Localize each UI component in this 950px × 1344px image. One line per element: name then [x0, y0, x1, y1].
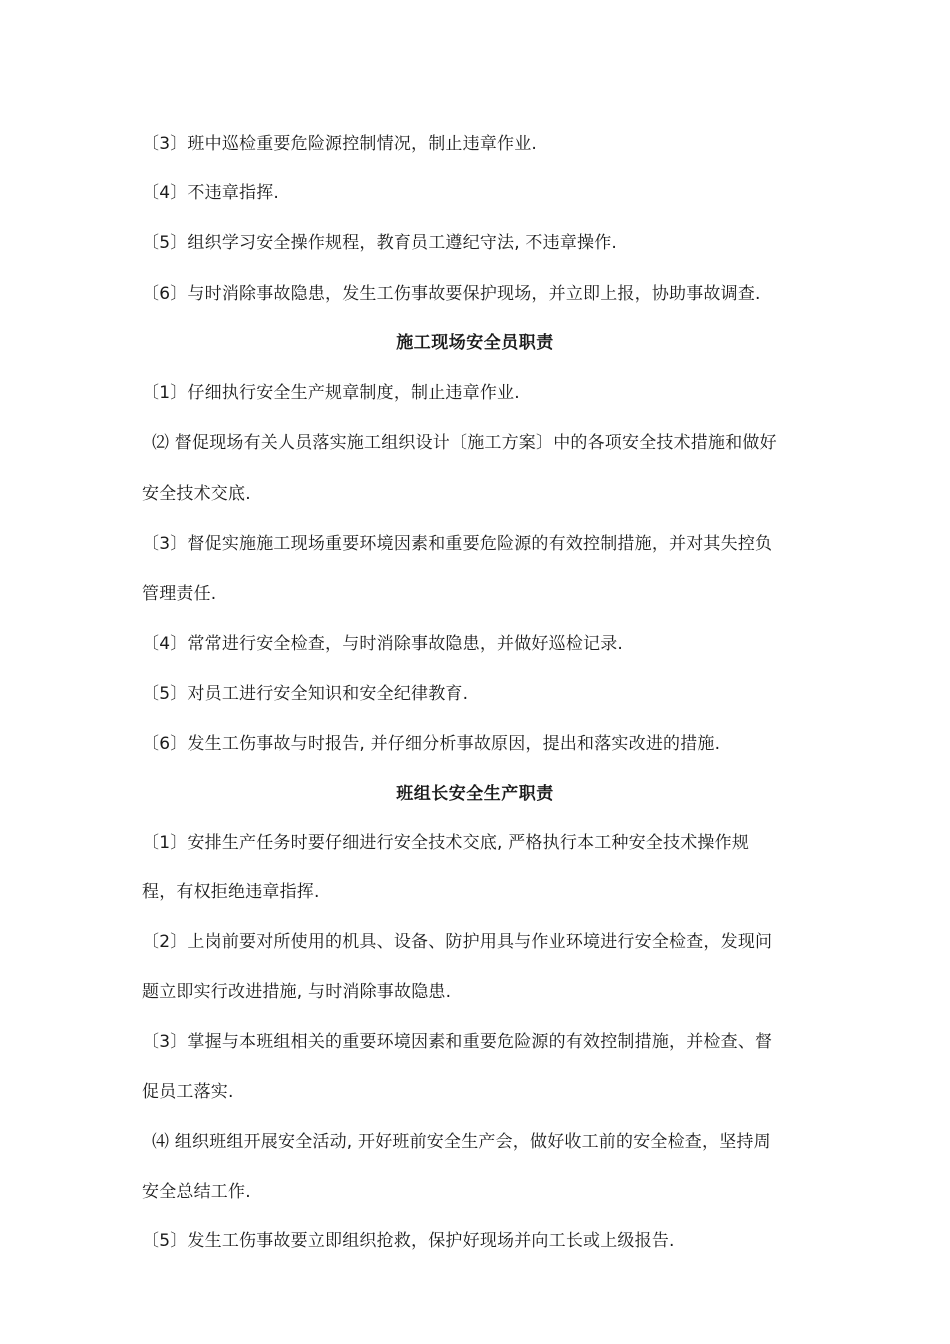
team-leader-item-4: ⑷ 组织班组开展安全活动, 开好班前安全生产会，做好收工前的安全检查，坚持周 [152, 1132, 771, 1152]
safety-officer-item-6: 〔6〕发生工伤事故与时报告, 并仔细分析事故原因，提出和落实改进的措施. [142, 734, 721, 754]
team-leader-item-2-cont: 题立即实行改进措施, 与时消除事故隐患. [142, 982, 452, 1002]
safety-officer-item-1: 〔1〕仔细执行安全生产规章制度，制止违章作业. [142, 383, 520, 403]
team-leader-item-3-cont: 促员工落实. [142, 1082, 234, 1102]
duty-item-5: 〔5〕组织学习安全操作规程，教育员工遵纪守法, 不违章操作. [142, 233, 618, 253]
duty-item-6: 〔6〕与时消除事故隐患，发生工伤事故要保护现场，并立即上报，协助事故调查. [142, 284, 761, 304]
safety-officer-item-2-cont: 安全技术交底. [142, 484, 251, 504]
safety-officer-item-2: ⑵ 督促现场有关人员落实施工组织设计〔施工方案〕中的各项安全技术措施和做好 [152, 433, 777, 453]
team-leader-item-3: 〔3〕掌握与本班组相关的重要环境因素和重要危险源的有效控制措施，并检查、督 [142, 1032, 773, 1052]
team-leader-item-4-cont: 安全总结工作. [142, 1182, 251, 1202]
section-title-safety-officer: 施工现场安全员职责 [396, 333, 554, 353]
duty-item-3: 〔3〕班中巡检重要危险源控制情况，制止违章作业. [142, 134, 538, 154]
duty-item-4: 〔4〕不违章指挥. [142, 183, 280, 203]
safety-officer-item-3-cont: 管理责任. [142, 584, 217, 604]
safety-officer-item-4: 〔4〕常常进行安全检查，与时消除事故隐患，并做好巡检记录. [142, 634, 624, 654]
team-leader-item-2: 〔2〕上岗前要对所使用的机具、设备、防护用具与作业环境进行安全检查，发现问 [142, 932, 773, 952]
team-leader-item-1: 〔1〕安排生产任务时要仔细进行安全技术交底, 严格执行本工种安全技术操作规 [142, 833, 750, 853]
safety-officer-item-5: 〔5〕对员工进行安全知识和安全纪律教育. [142, 684, 469, 704]
section-title-team-leader: 班组长安全生产职责 [396, 784, 554, 804]
team-leader-item-1-cont: 程，有权拒绝违章指挥. [142, 882, 320, 902]
team-leader-item-5: 〔5〕发生工伤事故要立即组织抢救，保护好现场并向工长或上级报告. [142, 1231, 675, 1251]
safety-officer-item-3: 〔3〕督促实施施工现场重要环境因素和重要危险源的有效控制措施，并对其失控负 [142, 534, 773, 554]
